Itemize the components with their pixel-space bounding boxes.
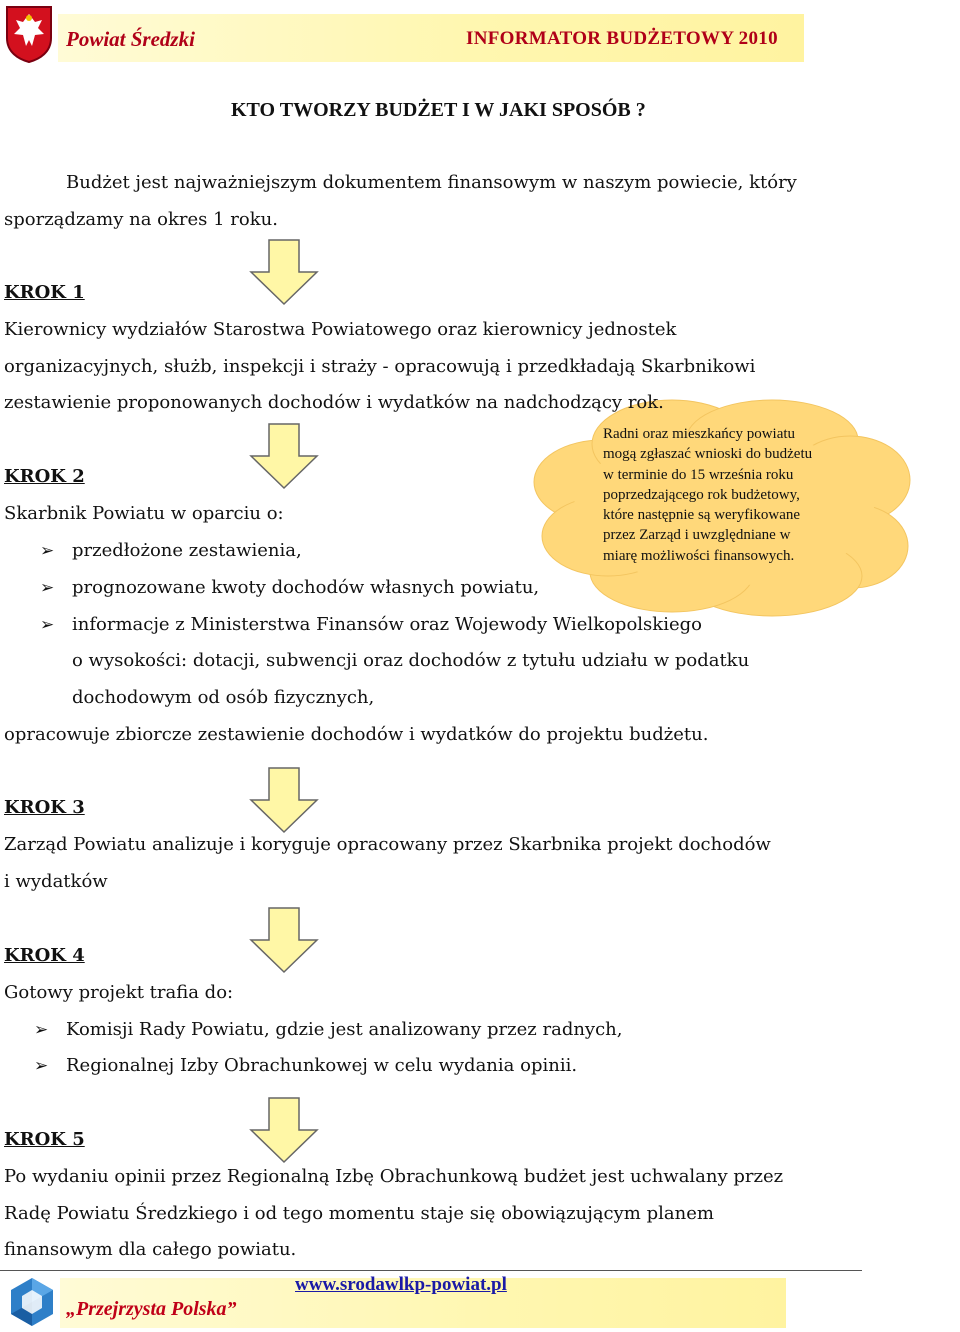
step-2-bullet-2: prognozowane kwoty dochodów własnych powiatu, [72,577,540,598]
down-arrow-icon [249,1096,319,1166]
step-1-heading: KROK 1 [4,282,85,303]
down-arrow-icon [249,906,319,976]
step-2-heading: KROK 2 [4,466,85,487]
step-5-line-2: Radę Powiatu Średzkiego i od tego momentu staje się obowiązującym planem [4,1203,714,1224]
step-4-bullet-2: Regionalnej Izby Obrachunkowej w celu wydania opinii. [66,1055,578,1076]
cloud-note-text [603,424,873,566]
down-arrow-icon [249,422,319,492]
intro-line-2: sporządzamy na okres 1 roku. [4,209,278,230]
step-3-heading: KROK 3 [4,797,85,818]
bullet-arrow-icon: ➢ [34,1020,49,1040]
header-county-name: Powiat Średzki [66,27,195,51]
step-2-continuation-2: dochodowym od osób fizycznych, [72,687,375,708]
step-3-line-2: i wydatków [4,871,108,892]
header-publication-title: INFORMATOR BUDŻETOWY 2010 [466,28,778,49]
step-5-line-3: finansowym dla całego powiatu. [4,1239,297,1260]
footer-divider [0,1270,862,1271]
cloud-note-line: miarę możliwości finansowych. [603,547,795,564]
step-1-line-3: zestawienie proponowanych dochodów i wydatków na nadchodzący rok. [4,392,664,413]
step-4-intro: Gotowy projekt trafia do: [4,982,234,1003]
bullet-arrow-icon: ➢ [40,578,55,598]
intro-line-1: Budżet jest najważniejszym dokumentem finansowym w naszym powiecie, który [66,172,797,193]
footer-slogan: „Przejrzysta Polska” [66,1298,237,1320]
coat-of-arms-icon [4,4,54,64]
step-5-line-1: Po wydaniu opinii przez Regionalną Izbę Obrachunkową budżet jest uchwalany przez [4,1166,784,1187]
cloud-note-line: Radni oraz mieszkańcy powiatu [603,426,796,442]
bullet-arrow-icon: ➢ [40,541,55,561]
page-title: KTO TWORZY BUDŻET I W JAKI SPOSÓB ? [231,99,646,121]
step-2-continuation-1: o wysokości: dotacji, subwencji oraz dochodów z tytułu udziału w podatku [72,650,750,671]
bullet-arrow-icon: ➢ [34,1056,49,1076]
footer-website-link[interactable]: www.srodawlkp-powiat.pl [295,1274,507,1295]
transparency-logo-icon [6,1276,58,1328]
step-3-line-1: Zarząd Powiatu analizuje i koryguje opracowany przez Skarbnika projekt dochodów [4,834,771,855]
step-2-bullet-3: informacje z Ministerstwa Finansów oraz Wojewody Wielkopolskiego [72,614,702,635]
step-2-bullet-1: przedłożone zestawienia, [72,540,302,561]
step-4-heading: KROK 4 [4,945,85,966]
step-1-line-1: Kierownicy wydziałów Starostwa Powiatowego oraz kierownicy jednostek [4,319,677,340]
cloud-note-line: mogą zgłaszać wnioski do budżetu [603,446,813,463]
bullet-arrow-icon: ➢ [40,615,55,635]
cloud-note-line: które następnie są weryfikowane [603,507,801,524]
down-arrow-icon [249,238,319,308]
cloud-note-line: poprzedzającego rok budżetowy, [603,486,800,503]
step-4-bullet-1: Komisji Rady Powiatu, gdzie jest analizowany przez radnych, [66,1019,623,1040]
step-5-heading: KROK 5 [4,1129,85,1150]
step-2-conclusion: opracowuje zbiorcze zestawienie dochodów i wydatków do projektu budżetu. [4,724,709,745]
cloud-note-line: przez Zarząd i uwzględniane w [603,527,791,544]
step-2-intro: Skarbnik Powiatu w oparciu o: [4,503,284,524]
step-1-line-2: organizacyjnych, służb, inspekcji i straży - opracowują i przedkładają Skarbnikowi [4,356,756,377]
cloud-note-line: w terminie do 15 września roku [603,466,794,483]
down-arrow-icon [249,766,319,836]
